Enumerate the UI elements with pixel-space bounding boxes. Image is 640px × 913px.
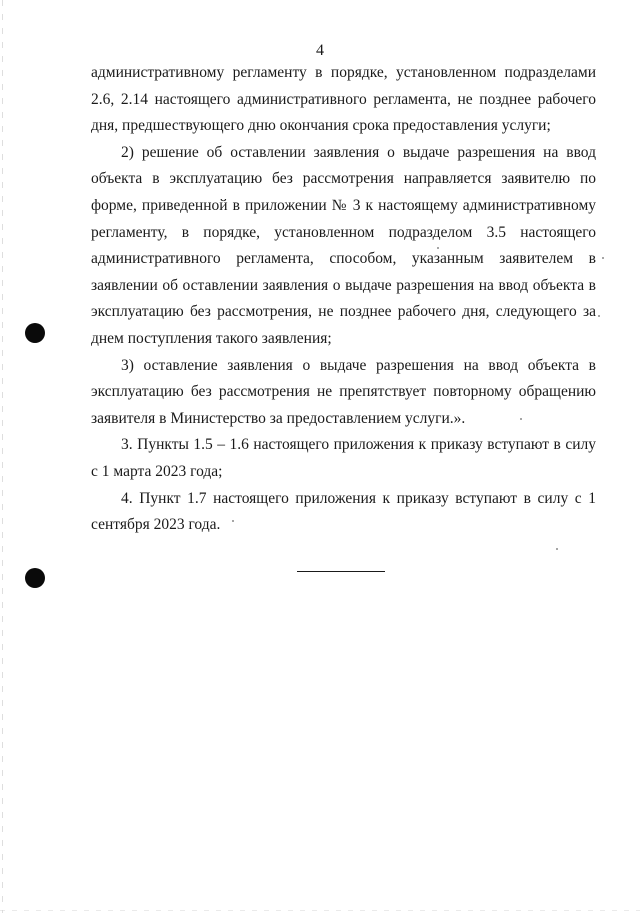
scan-speck [598, 315, 600, 317]
scan-edge-left [2, 0, 3, 913]
punch-hole-bottom [25, 568, 45, 588]
scan-speck [602, 257, 604, 259]
end-separator-line [297, 571, 385, 572]
paragraph-clause-3: 3. Пункты 1.5 – 1.6 настоящего приложения к приказу вступают в силу с 1 марта 2023 года; [91, 436, 596, 480]
scan-edge-bottom [0, 910, 640, 911]
document-body [91, 60, 596, 539]
paragraph-continuation: административному регламенту в порядке, установленном подразделами 2.6, 2.14 настоящего административного регламента, не позднее рабочего дня, предшествующего дню окончания срока предоставления услуги; [91, 64, 596, 135]
scan-speck [437, 247, 439, 249]
paragraph-item-3: 3) оставление заявления о выдаче разрешения на ввод объекта в эксплуатацию без рассмотрения не препятствует повторному обращению заявителя в Министерство за предоставлением услуги.». [91, 356, 596, 427]
scan-speck [520, 418, 522, 420]
paragraph-clause-4: 4. Пункт 1.7 настоящего приложения к приказу вступают в силу с 1 сентября 2023 года. [91, 489, 596, 534]
page-number: 4 [316, 42, 324, 59]
paragraph-item-2: 2) решение об оставлении заявления о выдаче разрешения на ввод объекта в эксплуатацию без рассмотрения направляется заявителю по форме, приведенной в приложении № 3 к настоящему административному регламенту, в порядке, установленном подразделом 3.5 настоящего административного регламента, способом, указанным заявителем в заявлении об оставлении заявления о выдаче разрешения на ввод объекта в эксплуатацию без рассмотрения, не позднее рабочего дня, следующего за днем поступления такого заявления; [91, 143, 596, 347]
scan-speck [556, 548, 558, 550]
punch-hole-top [25, 323, 45, 343]
scan-speck [232, 520, 234, 522]
